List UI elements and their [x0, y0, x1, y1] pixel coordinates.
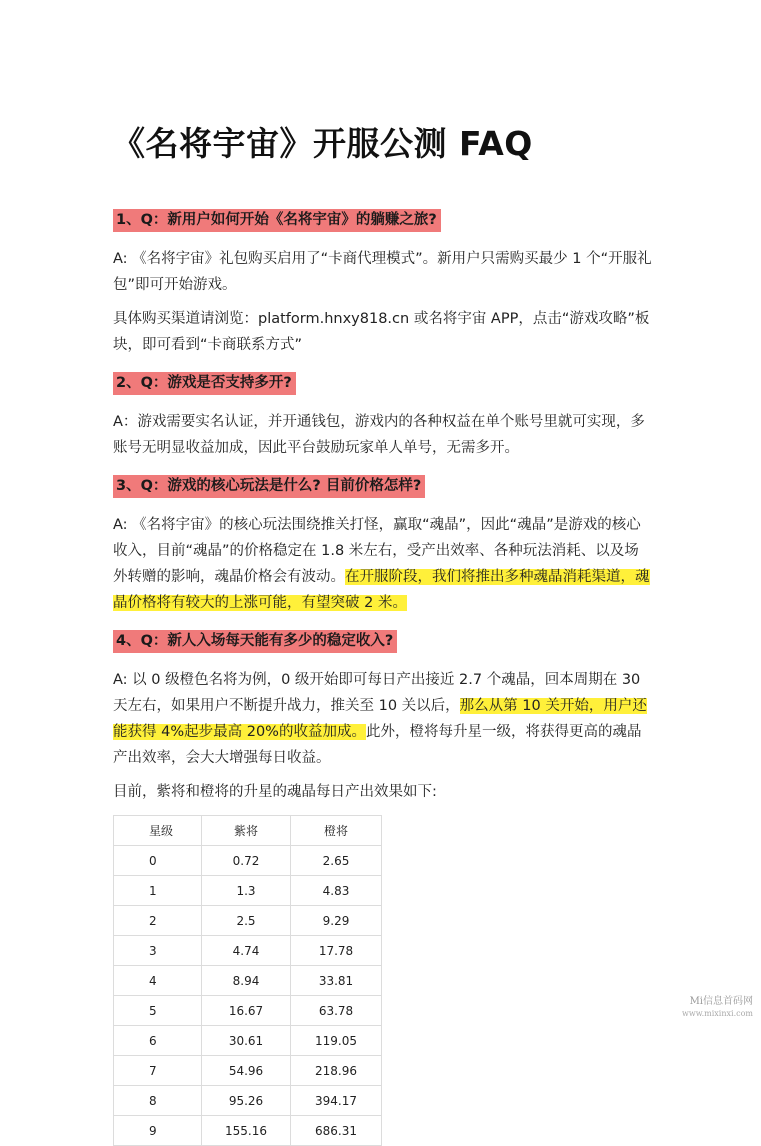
- table-cell: 2: [114, 906, 202, 936]
- table-cell: 119.05: [291, 1026, 382, 1056]
- table-row: [114, 846, 382, 876]
- faq-answer-paragraph: [113, 779, 653, 805]
- answer-text: A: 《名将宇宙》的核心玩法围绕推关打怪，赢取“魂晶”，因此“魂晶”是游戏的核心收入，目前“魂晶”的价格稳定在 1.8 米左右，受产出效率、各种玩法消耗、以及场外转赠的影响，魂晶价格会有波动。: [113, 517, 641, 585]
- table-header-cell: 橙将: [291, 816, 382, 846]
- table-row: [114, 1026, 382, 1056]
- faq-item-2: [113, 366, 653, 461]
- answer-text: 此外，橙将每升星一级，将获得更高的魂晶产出效率，会大大增强每日收益。: [113, 724, 642, 766]
- table-row: [114, 936, 382, 966]
- page-title: 《名将宇宙》开服公测 FAQ: [112, 124, 533, 163]
- faq-content: [113, 203, 653, 1146]
- faq-item-1: [113, 203, 653, 358]
- table-cell: 63.78: [291, 996, 382, 1026]
- table-cell: 4.74: [202, 936, 291, 966]
- star-output-table: [113, 815, 382, 1146]
- table-cell: 8: [114, 1086, 202, 1116]
- table-cell: 0.72: [202, 846, 291, 876]
- table-header-cell: 紫将: [202, 816, 291, 846]
- faq-item-4: [113, 624, 653, 805]
- faq-answer-paragraph: [113, 246, 653, 298]
- faq-answer-paragraph: [113, 667, 653, 771]
- table-row: [114, 876, 382, 906]
- table-row: [114, 966, 382, 996]
- table-cell: 54.96: [202, 1056, 291, 1086]
- faq-item-3: [113, 469, 653, 616]
- table-row: [114, 1056, 382, 1086]
- faq-answer-paragraph: [113, 409, 653, 461]
- table-header-cell: 星级: [114, 816, 202, 846]
- table-header-row: [114, 816, 382, 846]
- table-cell: 9.29: [291, 906, 382, 936]
- faq-answer-paragraph: [113, 512, 653, 616]
- table-cell: 3: [114, 936, 202, 966]
- table-cell: 6: [114, 1026, 202, 1056]
- answer-text: 具体购买渠道请浏览：platform.hnxy818.cn 或名将宇宙 APP，点击“游戏攻略”板块，即可看到“卡商联系方式”: [113, 311, 650, 353]
- table-cell: 2.65: [291, 846, 382, 876]
- faq-question: 4、Q：新人入场每天能有多少的稳定收入?: [113, 630, 397, 653]
- table-cell: 2.5: [202, 906, 291, 936]
- table-cell: 30.61: [202, 1026, 291, 1056]
- table-cell: 155.16: [202, 1116, 291, 1146]
- table-cell: 16.67: [202, 996, 291, 1026]
- table-cell: 0: [114, 846, 202, 876]
- faq-question: 2、Q：游戏是否支持多开?: [113, 372, 296, 395]
- table-cell: 95.26: [202, 1086, 291, 1116]
- faq-answer-paragraph: [113, 306, 653, 358]
- table-cell: 33.81: [291, 966, 382, 996]
- table-row: [114, 1086, 382, 1116]
- table-cell: 4: [114, 966, 202, 996]
- answer-text: A: 《名将宇宙》礼包购买启用了“卡商代理模式”。新用户只需购买最少 1 个“开服礼包”即可开始游戏。: [113, 251, 652, 293]
- table-cell: 5: [114, 996, 202, 1026]
- table-cell: 218.96: [291, 1056, 382, 1086]
- table-cell: 4.83: [291, 876, 382, 906]
- table-cell: 1.3: [202, 876, 291, 906]
- table-row: [114, 906, 382, 936]
- answer-text: A: 以 0 级橙色名将为例，0 级开始即可每日产出接近 2.7 个魂晶，回本周期在 30 天左右，如果用户不断提升战力，推关至 10 关以后，: [113, 672, 641, 714]
- site-watermark: [682, 996, 753, 1020]
- table-cell: 17.78: [291, 936, 382, 966]
- highlighted-text: 那么从第 10 关开始，用户还能获得 4%起步最高 20%的收益加成。: [113, 698, 647, 740]
- faq-question: 3、Q：游戏的核心玩法是什么? 目前价格怎样?: [113, 475, 425, 498]
- watermark-name: Mi信息首码网: [689, 996, 753, 1007]
- answer-text: A：游戏需要实名认证，并开通钱包，游戏内的各种权益在单个账号里就可实现，多账号无明显收益加成，因此平台鼓励玩家单人单号，无需多开。: [113, 414, 645, 456]
- table-cell: 1: [114, 876, 202, 906]
- answer-text: 目前，紫将和橙将的升星的魂晶每日产出效果如下:: [113, 784, 437, 800]
- highlighted-text: 在开服阶段，我们将推出多种魂晶消耗渠道，魂晶价格将有较大的上涨可能，有望突破 2 米。: [113, 569, 650, 611]
- table-cell: 394.17: [291, 1086, 382, 1116]
- table-row: [114, 996, 382, 1026]
- table-cell: 7: [114, 1056, 202, 1086]
- table-row: [114, 1116, 382, 1146]
- table-cell: 9: [114, 1116, 202, 1146]
- faq-question: 1、Q：新用户如何开始《名将宇宙》的躺赚之旅?: [113, 209, 441, 232]
- watermark-url: www.mixinxi.com: [682, 1009, 753, 1018]
- table-cell: 8.94: [202, 966, 291, 996]
- table-cell: 686.31: [291, 1116, 382, 1146]
